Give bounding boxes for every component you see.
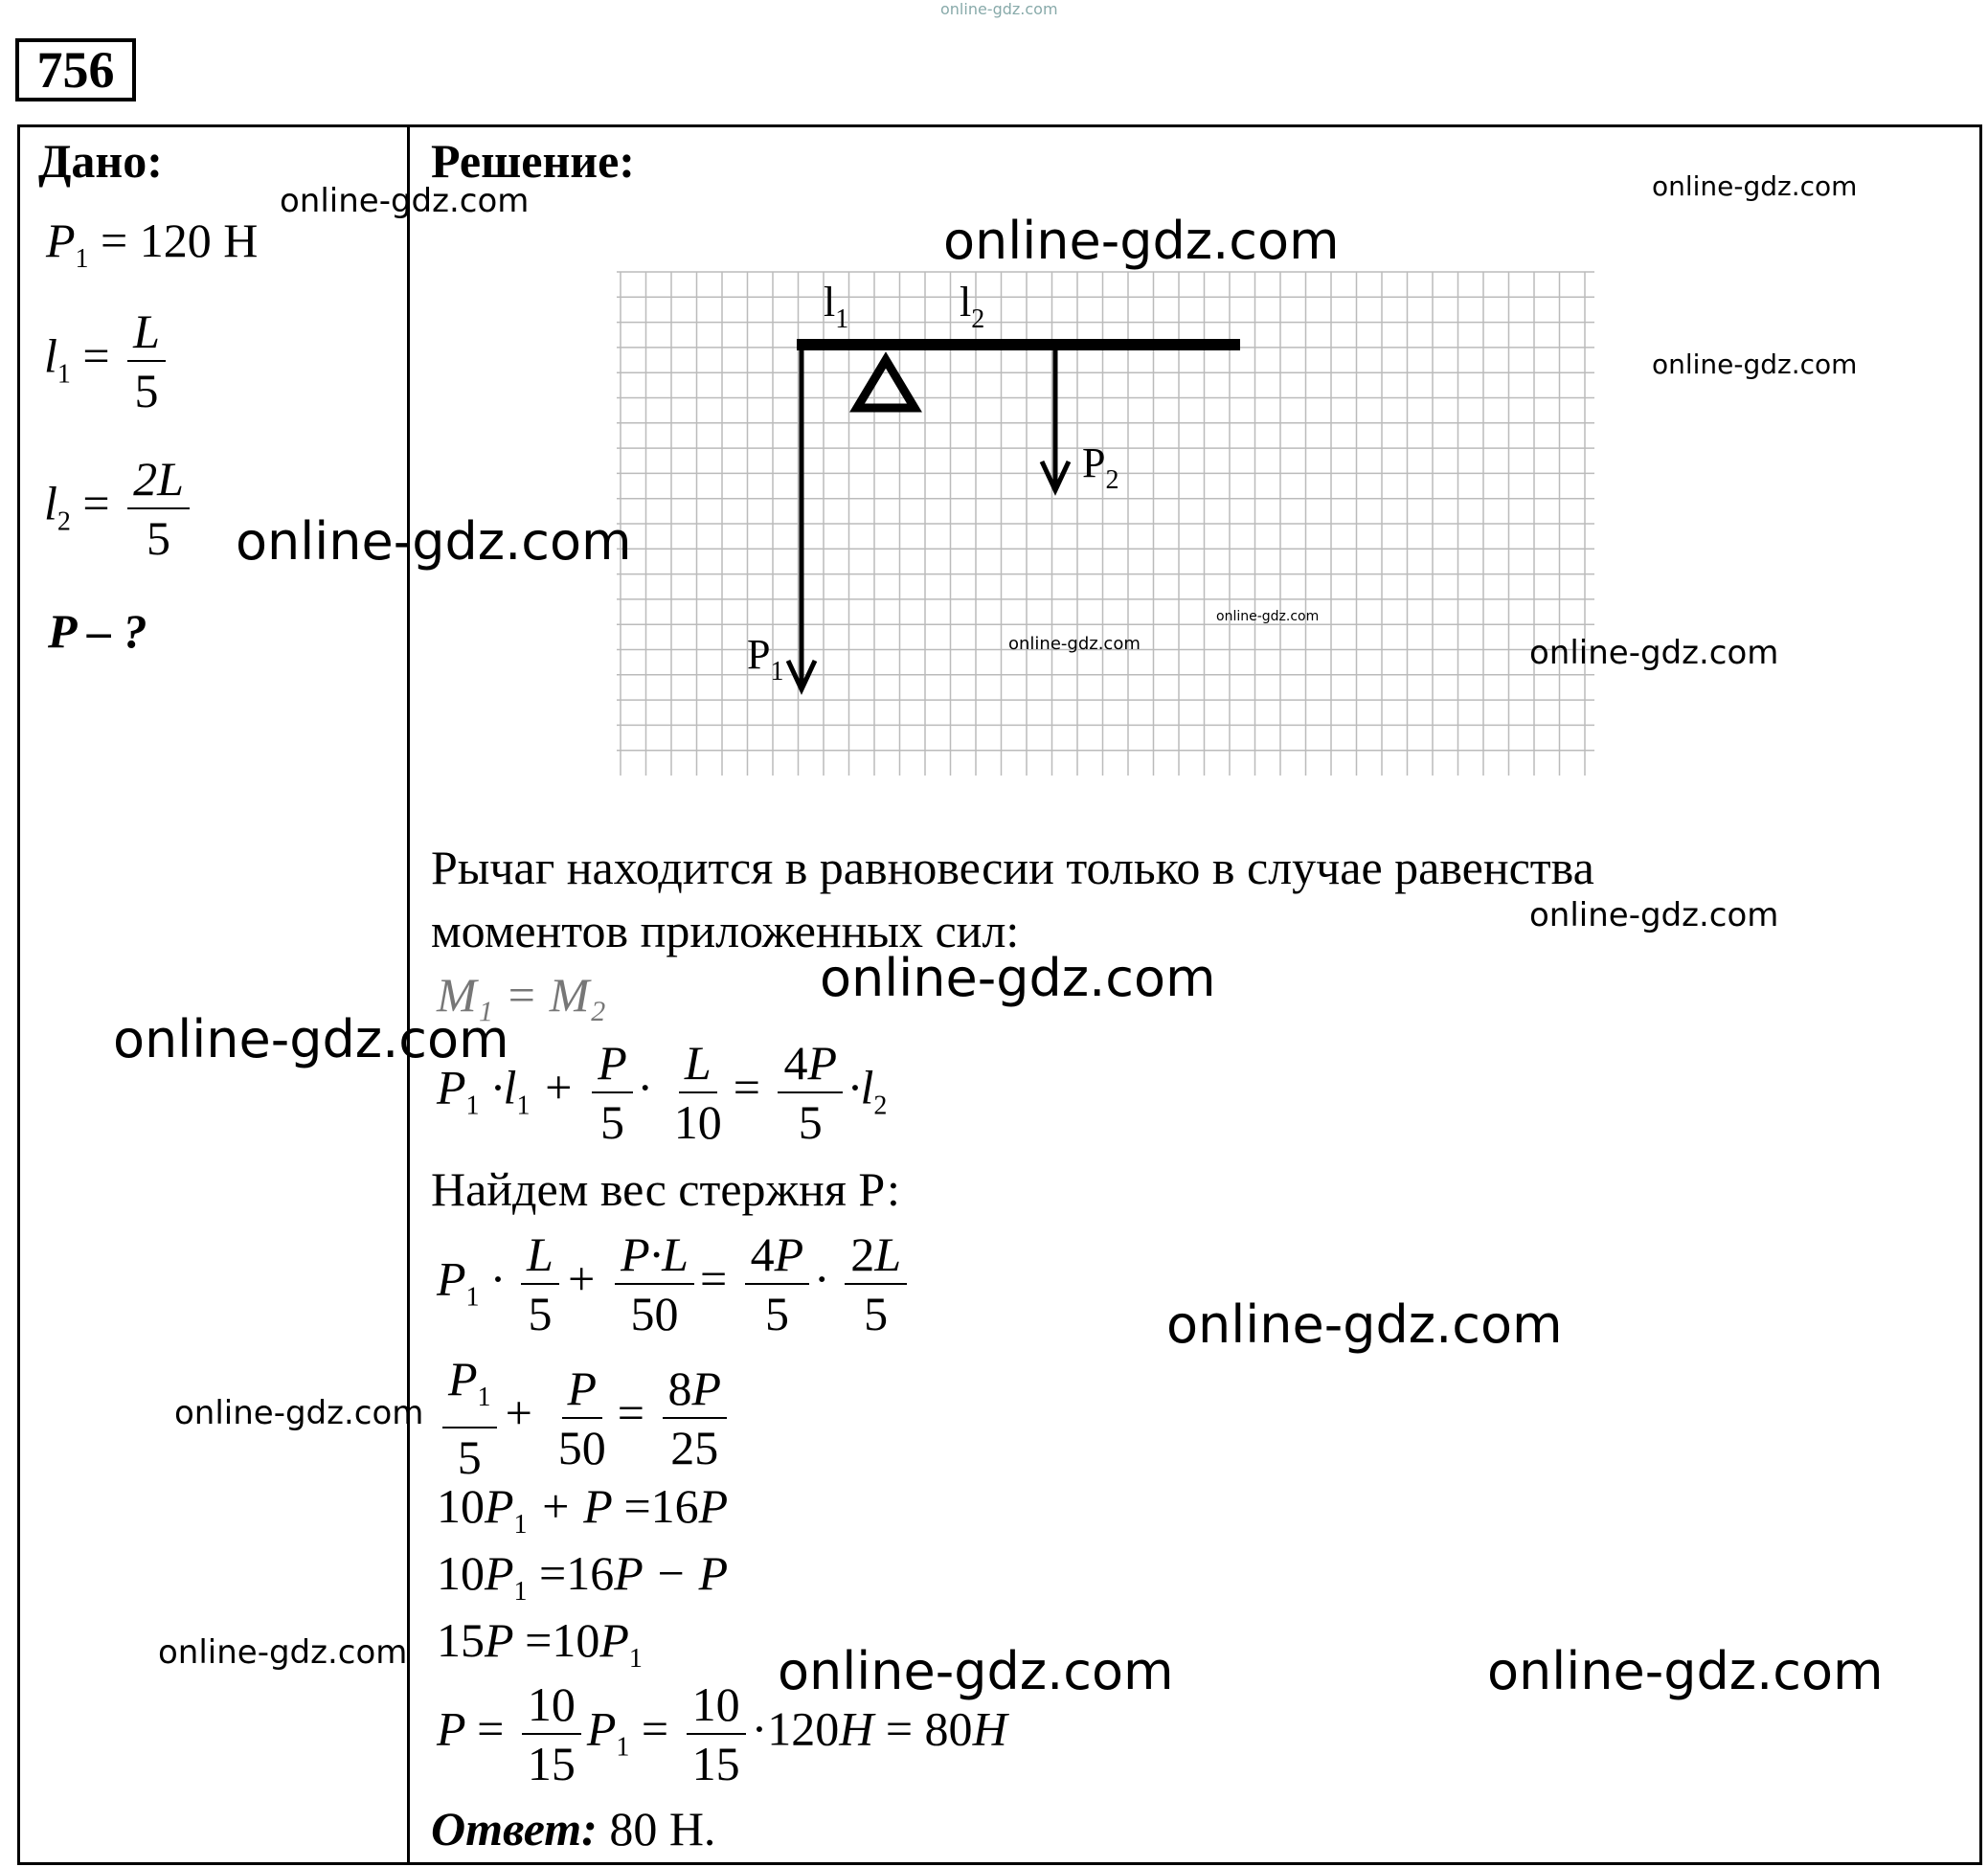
answer-value: 80 Н.	[597, 1802, 716, 1856]
answer-label: Ответ:	[431, 1802, 598, 1856]
given-p1: $P_1 = 120$ Н	[46, 214, 259, 274]
given-l2-num: 2L	[127, 452, 190, 509]
label-l1: $l_1$	[824, 279, 849, 334]
watermark: online-gdz.com	[943, 211, 1340, 271]
watermark: online-gdz.com	[1166, 1294, 1563, 1355]
given-l1: $l_1$ = $\frac{L}{5}$	[44, 304, 171, 417]
find-text: Найдем вес стержня Р:	[431, 1162, 900, 1216]
watermark: online-gdz.com	[280, 182, 530, 220]
eq-7: P = $\frac{10}{15}$ $P_1$ = $\frac{10}{15}$ ·120H = 80H	[437, 1677, 1007, 1790]
watermark: online-gdz.com	[1529, 896, 1779, 934]
watermark: online-gdz.com	[1652, 349, 1858, 380]
watermark: online-gdz.com	[1487, 1641, 1884, 1701]
eq-4: $10P_1 + P =16P$	[437, 1479, 729, 1540]
eq-2: $P_1$ · $\frac{L}{5}$ + $\frac{P\cdot L}{50}$ = $\frac{4P}{5}$ · $\frac{2L}{5}$	[437, 1227, 913, 1340]
given-find: P – ?	[48, 604, 147, 658]
watermark: online-gdz.com	[778, 1641, 1174, 1701]
watermark: online-gdz.com	[1216, 609, 1320, 624]
watermark: online-gdz.com	[820, 948, 1216, 1008]
label-l2: $l_2$	[960, 279, 985, 334]
column-divider	[407, 124, 410, 1865]
eq-moments: M₁ = M₂	[437, 968, 606, 1022]
label-p2: $P_2$	[1082, 439, 1119, 495]
label-p1: $P_1$	[747, 631, 784, 686]
top-watermark: online-gdz.com	[940, 0, 1058, 18]
given-l2: $l_2$ = $\frac{2L}{5}$	[44, 452, 195, 565]
eq-6: $15P =10P_1$	[437, 1613, 643, 1674]
problem-number: 756	[15, 38, 136, 101]
answer	[431, 1800, 715, 1857]
watermark: online-gdz.com	[1008, 634, 1141, 654]
solution-text-line2: моментов приложенных сил:	[431, 904, 1020, 957]
eq-1: $P_1 \cdot l_1$ + $\frac{P}{5}$ · $\frac{L}{10}$ = $\frac{4P}{5}$ $\cdot l_2$	[437, 1036, 888, 1149]
watermark: online-gdz.com	[236, 511, 632, 572]
given-l1-den: 5	[134, 364, 159, 417]
given-l1-num: L	[127, 304, 166, 362]
watermark: online-gdz.com	[1529, 634, 1779, 672]
pivot-triangle	[857, 360, 915, 408]
solution-header: Решение:	[431, 134, 635, 188]
given-header: Дано:	[38, 134, 163, 188]
given-l2-den: 5	[147, 511, 171, 565]
watermark: online-gdz.com	[158, 1633, 408, 1672]
lever-diagram	[613, 268, 1599, 804]
watermark: online-gdz.com	[174, 1394, 424, 1432]
watermark: online-gdz.com	[1652, 170, 1858, 202]
given-p1-value: = 120 Н	[101, 214, 259, 267]
eq-3: $\frac{P_1}{5}$ + $\frac{P}{50}$ = $\frac{8P}{25}$	[437, 1352, 733, 1484]
eq-5: $10P_1 =16P - P$	[437, 1546, 729, 1607]
solution-text-line1: Рычаг находится в равновесии только в случае равенства	[431, 841, 1594, 894]
watermark: online-gdz.com	[113, 1009, 509, 1069]
